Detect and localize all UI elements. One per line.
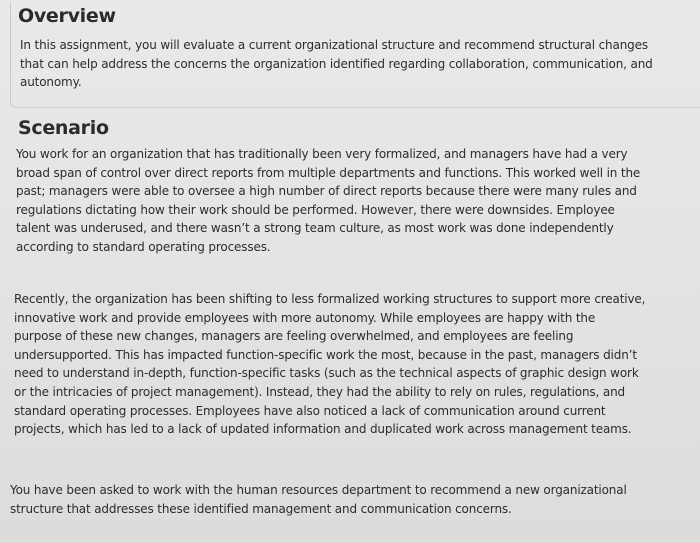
scenario-p2-line: projects, which has led to a lack of updated information and duplicated work across management teams. [14,422,632,437]
scenario-p1-line: according to standard operating processes. [16,239,271,254]
scenario-p1-line: past; managers were able to oversee a high number of direct reports because there were many rules and [16,184,637,199]
scenario-p2-line: or the intricacies of project management). Instead, they had the ability to rely on rules, regulations, and [14,384,625,399]
scenario-p2-line: standard operating processes. Employees have also noticed a lack of communication around current [14,403,606,418]
scenario-p2-line: undersupported. This has impacted function-specific work the most, because in the past, managers didn’t [14,347,637,362]
scenario-p2-line: purpose of these new changes, managers are feeling overwhelmed, and employees are feeling [14,329,574,344]
overview-line: that can help address the concerns the organization identified regarding collaboration, communication, and [20,56,653,71]
scenario-paragraph-2 [14,290,645,439]
scenario-paragraph-3 [10,481,627,518]
overview-heading: Overview [18,5,116,27]
overview-paragraph [20,36,653,92]
scenario-p2-line: Recently, the organization has been shifting to less formalized working structures to support more creative, [14,292,646,306]
scenario-p2-line: innovative work and provide employees with more autonomy. While employees are happy with the [14,310,596,325]
scenario-p3-line: structure that addresses these identified management and communication concerns. [10,501,512,516]
scenario-p3-line: You have been asked to work with the human resources department to recommend a new organizational [10,483,627,497]
scenario-paragraph-1 [16,145,640,257]
scenario-p1-line: broad span of control over direct reports from multiple departments and functions. This worked well in the [16,165,641,180]
scenario-p1-line: You work for an organization that has traditionally been very formalized, and managers have had a very [16,147,628,161]
scenario-p2-line: need to understand in-depth, function-specific tasks (such as the technical aspects of graphic design work [14,366,639,381]
overview-line: autonomy. [20,75,82,90]
overview-line: In this assignment, you will evaluate a current organizational structure and recommend structural changes [20,38,648,52]
scenario-p1-line: talent was underused, and there wasn’t a strong team culture, as most work was done independently [16,221,614,236]
scenario-heading: Scenario [18,117,109,139]
scenario-p1-line: regulations dictating how their work should be performed. However, there were downsides. Employee [16,202,615,217]
